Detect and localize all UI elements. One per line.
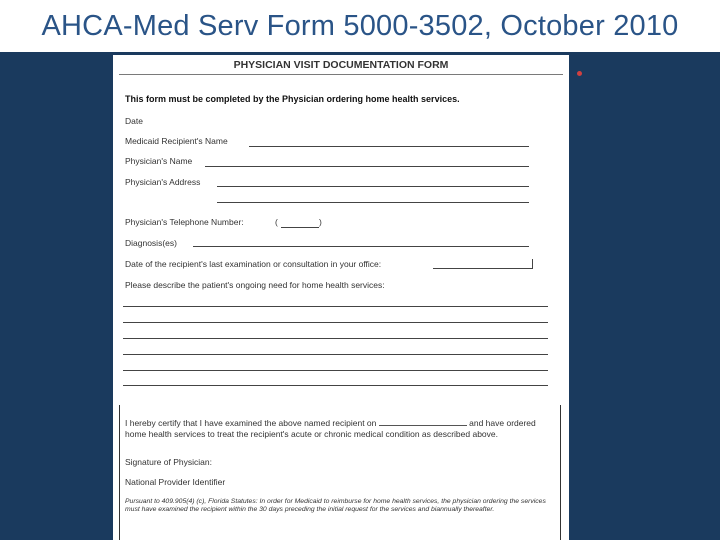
slide-title: AHCA-Med Serv Form 5000-3502, October 2010 bbox=[41, 9, 679, 42]
physician-name-field[interactable] bbox=[205, 166, 529, 167]
last-exam-label: Date of the recipient's last examination or consultation in your office: bbox=[125, 259, 382, 269]
certification-date-field[interactable] bbox=[379, 417, 467, 426]
npi-label: National Provider Identifier bbox=[125, 477, 226, 487]
physician-name-label: Physician's Name bbox=[125, 156, 193, 166]
diagnosis-label: Diagnosis(es) bbox=[125, 238, 177, 248]
ongoing-need-label: Please describe the patient's ongoing need for home health services: bbox=[125, 280, 385, 290]
certification-text-start: I hereby certify that I have examined the above named recipient on bbox=[125, 418, 377, 428]
bullet-icon bbox=[577, 71, 582, 76]
telephone-area-code-field[interactable] bbox=[281, 227, 319, 228]
ongoing-need-line-1[interactable] bbox=[123, 306, 548, 307]
ongoing-need-line-5[interactable] bbox=[123, 370, 548, 371]
last-exam-field-end bbox=[532, 259, 533, 269]
date-label: Date bbox=[125, 116, 143, 126]
slide-title-bar bbox=[0, 0, 720, 52]
certification-text bbox=[125, 417, 553, 439]
physician-address-field[interactable] bbox=[217, 186, 529, 187]
title-divider bbox=[119, 74, 563, 75]
signature-label: Signature of Physician: bbox=[125, 457, 212, 467]
form-page bbox=[113, 55, 569, 540]
recipient-name-field[interactable] bbox=[249, 146, 529, 147]
telephone-open-paren: ( bbox=[275, 217, 278, 227]
certification-text-end: and have ordered home health services to treat the recipient's acute or chronic medical condition as described above. bbox=[125, 418, 536, 439]
footer-note: Pursuant to 409.905(4) (c), Florida Statutes: In order for Medicaid to reimburse for home health services, the physician ordering the services must have examined the recipient within the 30 days preceding the initial request for the services and biannually thereafter. bbox=[125, 498, 546, 514]
diagnosis-field[interactable] bbox=[193, 246, 529, 247]
physician-address-field-2[interactable] bbox=[217, 202, 529, 203]
last-exam-field[interactable] bbox=[433, 268, 533, 269]
telephone-close-paren: ) bbox=[319, 217, 322, 227]
ongoing-need-line-2[interactable] bbox=[123, 322, 548, 323]
form-instruction: This form must be completed by the Physician ordering home health services. bbox=[125, 94, 460, 104]
recipient-name-label: Medicaid Recipient's Name bbox=[125, 136, 228, 146]
ongoing-need-line-6[interactable] bbox=[123, 385, 548, 386]
telephone-label: Physician's Telephone Number: bbox=[125, 217, 244, 227]
form-title: PHYSICIAN VISIT DOCUMENTATION FORM bbox=[233, 59, 449, 71]
ongoing-need-line-4[interactable] bbox=[123, 354, 548, 355]
physician-address-label: Physician's Address bbox=[125, 177, 201, 187]
ongoing-need-line-3[interactable] bbox=[123, 338, 548, 339]
